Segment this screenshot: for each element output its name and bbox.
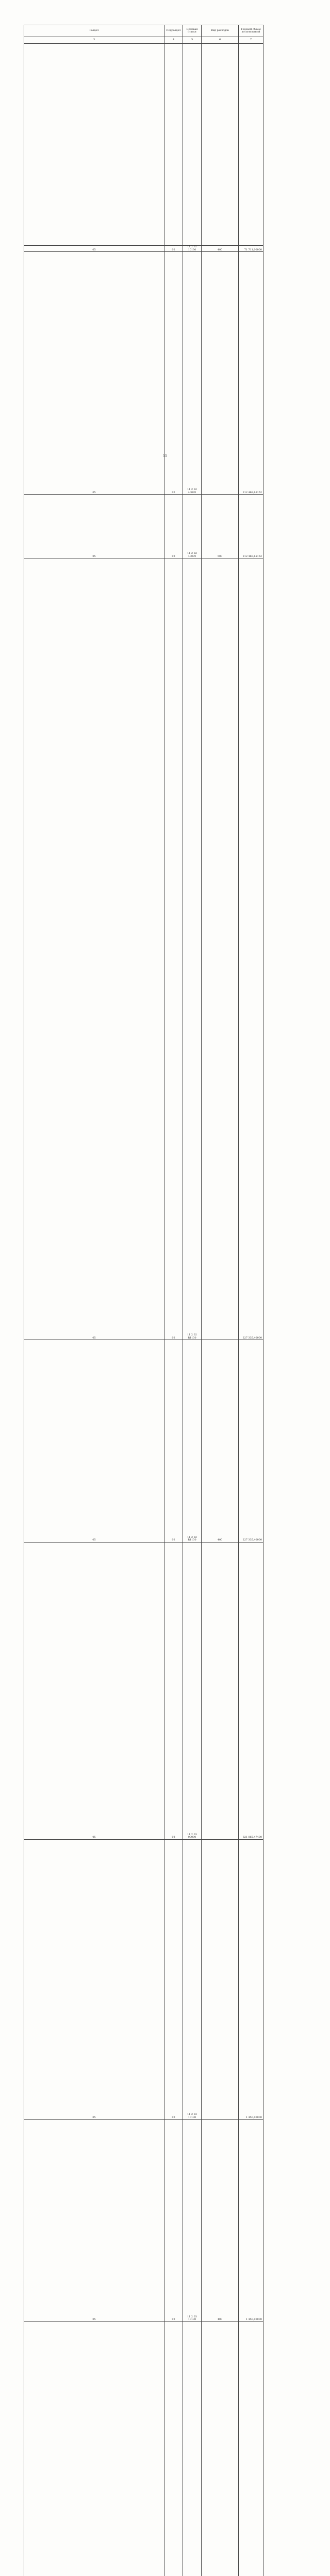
row-pr-cell (164, 2322, 183, 2576)
row-sum-cell: 1 450,00000 (239, 1839, 263, 2120)
row-sum-cell: 71 711,00000 (239, 246, 263, 252)
row-cs-cell (183, 43, 202, 246)
index-cell: 3 (24, 37, 164, 43)
row-rz-cell: 05 (24, 1839, 164, 2120)
row-rz-cell: 05 (24, 495, 164, 558)
row-sum-cell (239, 43, 263, 246)
index-cell: 5 (183, 37, 202, 43)
row-vr-cell (202, 558, 239, 1340)
row-sum-cell: 321 865,47400 (239, 1542, 263, 1839)
row-rz-cell: 05 (24, 558, 164, 1340)
row-sum-cell: 1 450,00000 (239, 2120, 263, 2322)
row-sum-cell: 212 469,65152 (239, 252, 263, 495)
row-cs-cell: 11 2 02 40070 (183, 252, 202, 495)
row-rz-cell: 05 (24, 1542, 164, 1839)
column-index-row (24, 37, 307, 43)
row-cs-cell: 11 2 02 10130 (183, 246, 202, 252)
row-pr-cell (164, 43, 183, 246)
row-cs-cell: 11 2 03 10130 (183, 1839, 202, 2120)
row-cs-cell: 11 2 03 00000 (183, 1542, 202, 1839)
table-row (24, 43, 307, 246)
table-row (24, 252, 307, 495)
table-body (24, 43, 307, 2576)
row-cs-cell: 11 2 03 10130 (183, 2120, 202, 2322)
header-cs: Целевая статья (183, 25, 202, 37)
budget-table (24, 25, 307, 2576)
row-cs-cell: 11 2 02 40070 (183, 495, 202, 558)
table-row (24, 1839, 307, 2120)
header-rz: Раздел (24, 25, 164, 37)
row-vr-cell (202, 1839, 239, 2120)
table-row (24, 495, 307, 558)
header-pr: Подраздел (164, 25, 183, 37)
row-vr-cell (202, 2322, 239, 2576)
row-cs-cell (183, 2322, 202, 2576)
header-sum: Годовой объем ассигнований (239, 25, 263, 37)
index-cell: 4 (164, 37, 183, 43)
row-pr-cell: 02 (164, 246, 183, 252)
row-cs-cell: 11 2 02 R1130 (183, 558, 202, 1340)
row-rz-cell: 05 (24, 252, 164, 495)
row-vr-cell: 400 (202, 2120, 239, 2322)
header-vr: Вид расходов (202, 25, 239, 37)
row-vr-cell: 400 (202, 1340, 239, 1543)
row-pr-cell: 02 (164, 495, 183, 558)
row-sum-cell (239, 2322, 263, 2576)
index-cell: 6 (202, 37, 239, 43)
row-vr-cell (202, 1542, 239, 1839)
row-vr-cell (202, 252, 239, 495)
row-pr-cell: 02 (164, 1340, 183, 1543)
table-row (24, 558, 307, 1340)
row-rz-cell: 05 (24, 246, 164, 252)
row-pr-cell: 02 (164, 1542, 183, 1839)
row-pr-cell: 02 (164, 2120, 183, 2322)
row-pr-cell: 02 (164, 252, 183, 495)
row-rz-cell: 05 (24, 2120, 164, 2322)
row-vr-cell: 500 (202, 495, 239, 558)
table-row (24, 1542, 307, 1839)
table-row (24, 2120, 307, 2322)
row-rz-cell: 05 (24, 1340, 164, 1543)
table-row (24, 246, 307, 252)
page-number: 55 (163, 454, 167, 458)
row-vr-cell (202, 43, 239, 246)
row-sum-cell: 227 335,40000 (239, 558, 263, 1340)
row-rz-cell (24, 43, 164, 246)
row-rz-cell (24, 2322, 164, 2576)
row-sum-cell: 227 335,40000 (239, 1340, 263, 1543)
row-cs-cell: 11 2 02 R1130 (183, 1340, 202, 1543)
table-row (24, 2322, 307, 2576)
table-header-row (24, 25, 307, 37)
document-sheet (24, 25, 306, 2576)
row-sum-cell: 212 469,65152 (239, 495, 263, 558)
row-vr-cell: 400 (202, 246, 239, 252)
row-pr-cell: 02 (164, 558, 183, 1340)
table-row (24, 1340, 307, 1543)
index-cell: 7 (239, 37, 263, 43)
row-pr-cell: 02 (164, 1839, 183, 2120)
